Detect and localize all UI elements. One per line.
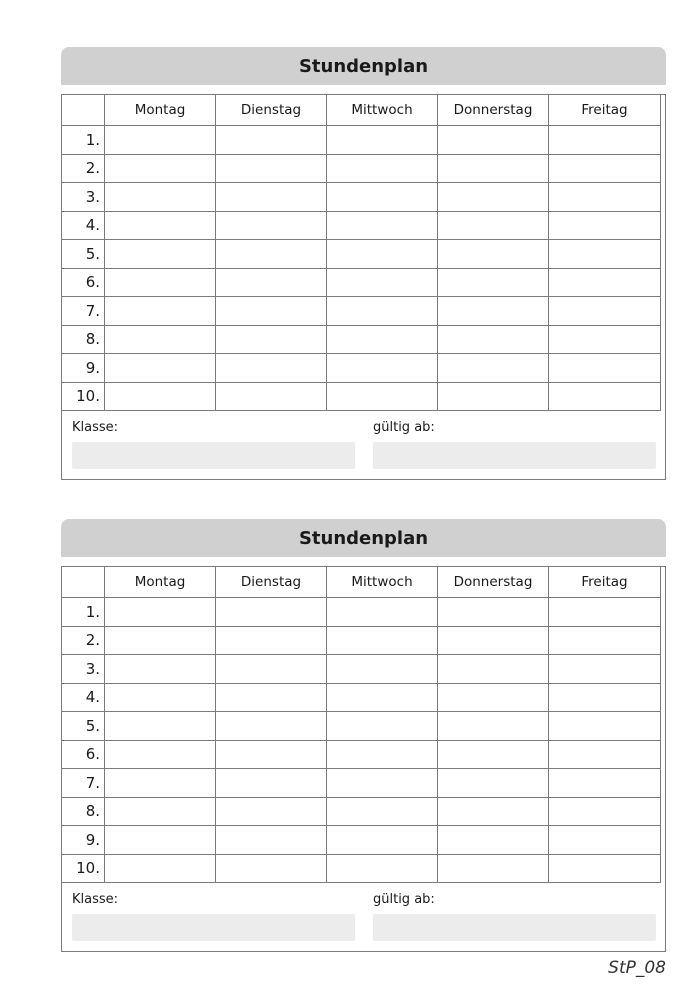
lesson-cell[interactable] [216,240,327,269]
timetable-box [61,94,666,480]
lesson-cell[interactable] [549,826,661,855]
day-header: Freitag [549,567,661,598]
period-number: 5. [62,712,105,741]
day-header: Montag [105,95,216,126]
lesson-cell[interactable] [327,626,438,655]
document-code: StP_08 [608,958,666,978]
lesson-cell[interactable] [549,240,661,269]
lesson-cell[interactable] [438,655,549,684]
period-row [62,183,661,212]
lesson-cell[interactable] [438,183,549,212]
gueltig-ab-field[interactable] [373,914,656,941]
lesson-cell[interactable] [549,683,661,712]
day-header: Mittwoch [327,567,438,598]
lesson-cell[interactable] [327,712,438,741]
day-header: Freitag [549,95,661,126]
lesson-cell[interactable] [549,626,661,655]
period-number: 2. [62,626,105,655]
period-row [62,826,661,855]
timetable-title: Stundenplan [61,519,666,557]
lesson-cell[interactable] [327,797,438,826]
period-row [62,382,661,411]
lesson-cell[interactable] [327,325,438,354]
lesson-cell[interactable] [327,268,438,297]
period-row [62,655,661,684]
lesson-cell[interactable] [438,382,549,411]
period-number: 5. [62,240,105,269]
lesson-cell[interactable] [438,826,549,855]
lesson-cell[interactable] [105,126,216,155]
period-row [62,354,661,383]
lesson-cell[interactable] [105,325,216,354]
period-row [62,240,661,269]
period-number: 9. [62,354,105,383]
gueltig-ab-field[interactable] [373,442,656,469]
period-number: 7. [62,769,105,798]
lesson-cell[interactable] [216,712,327,741]
timetable-box [61,566,666,952]
period-row [62,769,661,798]
period-row [62,797,661,826]
lesson-cell[interactable] [216,382,327,411]
lesson-cell[interactable] [105,683,216,712]
lesson-cell[interactable] [327,382,438,411]
lesson-cell[interactable] [438,712,549,741]
day-header: Donnerstag [438,95,549,126]
lesson-cell[interactable] [327,683,438,712]
lesson-cell[interactable] [105,240,216,269]
lesson-cell[interactable] [549,211,661,240]
lesson-cell[interactable] [216,268,327,297]
period-number: 1. [62,126,105,155]
period-number: 7. [62,297,105,326]
day-header: Dienstag [216,567,327,598]
lesson-cell[interactable] [327,183,438,212]
period-number: 10. [62,854,105,883]
period-row [62,126,661,155]
lesson-cell[interactable] [216,626,327,655]
day-header: Donnerstag [438,567,549,598]
lesson-cell[interactable] [327,769,438,798]
lesson-cell[interactable] [438,354,549,383]
period-number: 6. [62,740,105,769]
lesson-cell[interactable] [549,325,661,354]
lesson-cell[interactable] [327,154,438,183]
period-row [62,325,661,354]
lesson-cell[interactable] [216,183,327,212]
period-number: 4. [62,211,105,240]
klasse-label: Klasse: [72,892,119,907]
lesson-cell[interactable] [327,354,438,383]
lesson-cell[interactable] [216,154,327,183]
period-row [62,683,661,712]
lesson-cell[interactable] [327,211,438,240]
lesson-cell[interactable] [438,268,549,297]
lesson-cell[interactable] [549,154,661,183]
lesson-cell[interactable] [105,854,216,883]
lesson-cell[interactable] [216,740,327,769]
lesson-cell[interactable] [105,382,216,411]
corner-cell [62,567,105,598]
lesson-cell[interactable] [216,655,327,684]
klasse-field[interactable] [72,914,355,941]
lesson-cell[interactable] [327,740,438,769]
lesson-cell[interactable] [438,240,549,269]
lesson-cell[interactable] [105,183,216,212]
lesson-cell[interactable] [549,797,661,826]
lesson-cell[interactable] [216,126,327,155]
lesson-cell[interactable] [105,154,216,183]
klasse-label: Klasse: [72,420,119,435]
lesson-cell[interactable] [549,297,661,326]
lesson-cell[interactable] [549,382,661,411]
lesson-cell[interactable] [216,325,327,354]
period-number: 8. [62,325,105,354]
lesson-cell[interactable] [438,769,549,798]
lesson-cell[interactable] [549,598,661,627]
day-header: Montag [105,567,216,598]
lesson-cell[interactable] [438,683,549,712]
lesson-cell[interactable] [105,598,216,627]
lesson-cell[interactable] [438,740,549,769]
period-row [62,297,661,326]
lesson-cell[interactable] [549,183,661,212]
lesson-cell[interactable] [438,297,549,326]
lesson-cell[interactable] [327,598,438,627]
period-row [62,154,661,183]
lesson-cell[interactable] [105,826,216,855]
day-header-row [62,567,661,598]
lesson-cell[interactable] [105,712,216,741]
period-number: 9. [62,826,105,855]
lesson-cell[interactable] [549,268,661,297]
info-section [62,883,665,951]
lesson-cell[interactable] [327,826,438,855]
timetable-grid [61,566,661,883]
lesson-cell[interactable] [105,769,216,798]
lesson-cell[interactable] [216,297,327,326]
period-row [62,626,661,655]
lesson-cell[interactable] [327,126,438,155]
lesson-cell[interactable] [549,740,661,769]
period-number: 10. [62,382,105,411]
lesson-cell[interactable] [438,797,549,826]
gueltig-ab-label: gültig ab: [373,420,435,435]
period-number: 2. [62,154,105,183]
period-row [62,598,661,627]
period-number: 8. [62,797,105,826]
period-number: 3. [62,183,105,212]
lesson-cell[interactable] [105,655,216,684]
lesson-cell[interactable] [216,854,327,883]
lesson-cell[interactable] [216,826,327,855]
timetable-grid [61,94,661,411]
period-row [62,740,661,769]
lesson-cell[interactable] [216,683,327,712]
day-header-row [62,95,661,126]
lesson-cell[interactable] [549,712,661,741]
lesson-cell[interactable] [105,354,216,383]
period-number: 3. [62,655,105,684]
lesson-cell[interactable] [105,626,216,655]
lesson-cell[interactable] [327,655,438,684]
period-row [62,268,661,297]
period-row [62,854,661,883]
lesson-cell[interactable] [549,769,661,798]
lesson-cell[interactable] [438,154,549,183]
lesson-cell[interactable] [216,598,327,627]
lesson-cell[interactable] [438,854,549,883]
info-section [62,411,665,479]
lesson-cell[interactable] [216,354,327,383]
period-row [62,211,661,240]
lesson-cell[interactable] [105,797,216,826]
day-header: Mittwoch [327,95,438,126]
lesson-cell[interactable] [438,598,549,627]
lesson-cell[interactable] [105,211,216,240]
lesson-cell[interactable] [438,126,549,155]
gueltig-ab-label: gültig ab: [373,892,435,907]
lesson-cell[interactable] [216,769,327,798]
lesson-cell[interactable] [327,240,438,269]
lesson-cell[interactable] [327,854,438,883]
lesson-cell[interactable] [549,354,661,383]
lesson-cell[interactable] [216,797,327,826]
lesson-cell[interactable] [105,268,216,297]
period-number: 6. [62,268,105,297]
corner-cell [62,95,105,126]
lesson-cell[interactable] [549,126,661,155]
lesson-cell[interactable] [438,626,549,655]
lesson-cell[interactable] [327,297,438,326]
lesson-cell[interactable] [216,211,327,240]
day-header: Dienstag [216,95,327,126]
timetable-title: Stundenplan [61,47,666,85]
lesson-cell[interactable] [549,655,661,684]
lesson-cell[interactable] [105,740,216,769]
klasse-field[interactable] [72,442,355,469]
lesson-cell[interactable] [105,297,216,326]
lesson-cell[interactable] [438,211,549,240]
lesson-cell[interactable] [549,854,661,883]
period-number: 1. [62,598,105,627]
lesson-cell[interactable] [438,325,549,354]
period-row [62,712,661,741]
period-number: 4. [62,683,105,712]
